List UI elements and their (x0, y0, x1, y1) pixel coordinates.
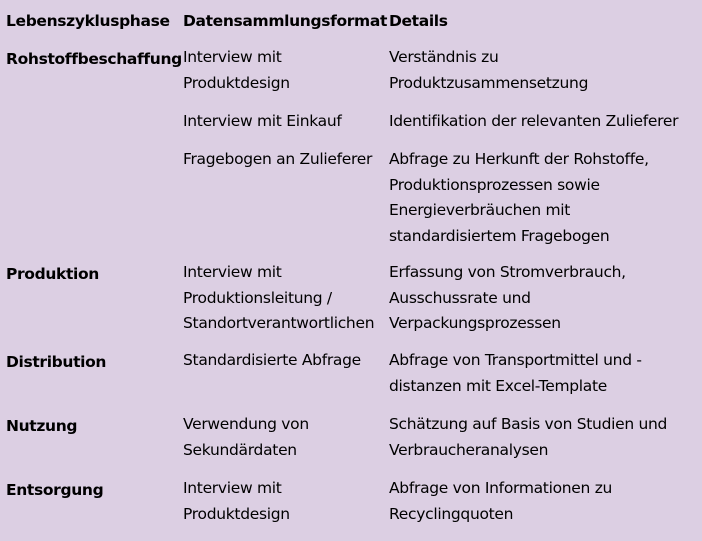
row-details: Verständnis zu Produktzusammensetzung (389, 48, 589, 92)
row-phase: Entsorgung (6, 481, 104, 499)
row-format: Interview mit Produktionsleitung / Standortverantwortlichen (183, 263, 375, 332)
row-format: Interview mit Produktdesign (183, 479, 290, 523)
row-details: Abfrage zu Herkunft der Rohstoffe, Produktionsprozessen sowie Energieverbräuchen mit standardisiertem Fragebogen (389, 150, 649, 245)
row-phase: Distribution (6, 353, 107, 371)
row-details: Identifikation der relevanten Zulieferer (389, 112, 679, 130)
row-details: Abfrage von Informationen zu Recyclingquoten (389, 479, 613, 523)
row-format: Interview mit Produktdesign (183, 48, 290, 92)
row-format: Interview mit Einkauf (183, 112, 342, 130)
row-format: Fragebogen an Zulieferer (183, 150, 373, 168)
row-format: Standardisierte Abfrage (183, 351, 361, 369)
row-format: Verwendung von Sekundärdaten (183, 415, 309, 459)
header-format: Datensammlungsformat (183, 12, 388, 30)
row-details: Schätzung auf Basis von Studien und Verbraucheranalysen (389, 415, 668, 459)
row-details: Erfassung von Stromverbrauch, Ausschussrate und Verpackungsprozessen (389, 263, 626, 332)
row-phase: Nutzung (6, 417, 78, 435)
row-phase: Produktion (6, 265, 99, 283)
header-phase: Lebenszyklusphase (6, 12, 170, 30)
row-phase: Rohstoffbeschaffung (6, 50, 182, 68)
header-details: Details (389, 12, 448, 30)
row-details: Abfrage von Transportmittel und - distanzen mit Excel-Template (389, 351, 642, 395)
